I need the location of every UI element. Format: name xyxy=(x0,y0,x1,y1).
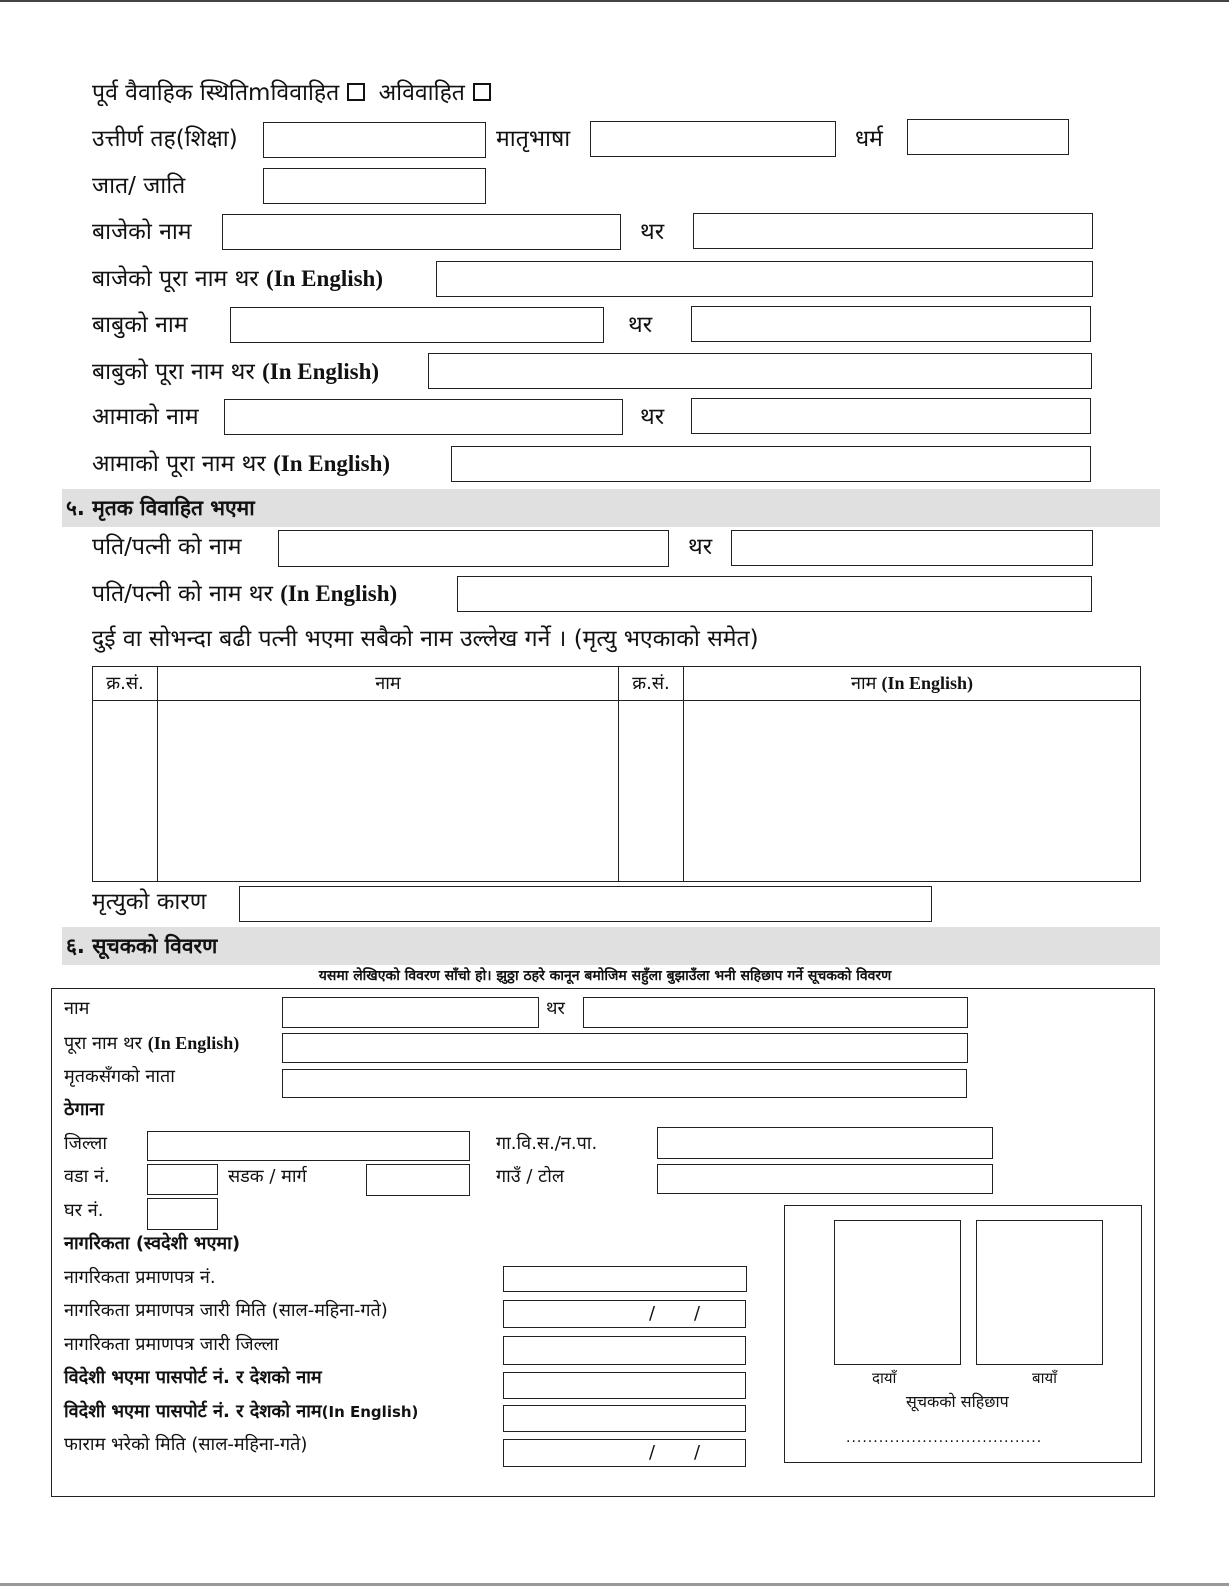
right-thumb-label: दायाँ xyxy=(872,1369,897,1387)
father-surname-field[interactable] xyxy=(691,306,1091,342)
spouse-list-table xyxy=(92,666,1141,882)
road-field[interactable] xyxy=(366,1164,470,1196)
house-field[interactable] xyxy=(147,1198,218,1230)
death-cause-label: मृत्युको कारण xyxy=(92,889,207,915)
road-label: सडक / मार्ग xyxy=(228,1166,307,1187)
citizenship-no-field[interactable] xyxy=(503,1266,747,1292)
in-english-note: (In English) xyxy=(147,1033,240,1053)
date-separator: / xyxy=(694,1303,701,1324)
spouse-full-name-row xyxy=(92,579,397,609)
relation-field[interactable] xyxy=(282,1069,967,1098)
section-5-title: ५. मृतक विवाहित भएमा xyxy=(66,496,255,520)
grandfather-surname-label: थर xyxy=(640,219,665,245)
citizenship-district-label: नागरिकता प्रमाणपत्र जारी जिल्ला xyxy=(64,1334,279,1355)
citizenship-heading: नागरिकता (स्वदेशी भएमा) xyxy=(64,1233,241,1254)
caste-label: जात/ जाति xyxy=(92,173,186,199)
passport-field[interactable] xyxy=(503,1372,746,1399)
unmarried-checkbox[interactable] xyxy=(473,83,491,101)
citizenship-date-field[interactable] xyxy=(503,1300,746,1328)
address-heading: ठेगाना xyxy=(64,1099,104,1120)
page-bottom-border xyxy=(0,1583,1229,1586)
declaration-text: यसमा लेखिएको विवरण साँचो हो। झुठ्ठा ठहरे कानून बमोजिम सहुँला बुझाउँला भनी सहिछाप गर्ने सूचकको विवरण xyxy=(318,968,892,984)
father-full-name-field[interactable] xyxy=(428,353,1092,389)
father-full-name-row xyxy=(92,357,379,387)
section-6-header xyxy=(62,927,1160,965)
passport-english-row xyxy=(64,1400,418,1424)
mother-surname-label: थर xyxy=(640,404,665,430)
religion-field[interactable] xyxy=(907,119,1069,155)
in-english-note: (In English) xyxy=(280,581,398,606)
informant-full-name-label: पूरा नाम थर xyxy=(64,1033,142,1054)
ward-label: वडा नं. xyxy=(64,1166,110,1187)
passport-english-field[interactable] xyxy=(503,1405,746,1432)
date-separator: / xyxy=(649,1303,656,1324)
grandfather-name-field[interactable] xyxy=(222,214,621,250)
date-separator: / xyxy=(694,1442,701,1463)
table-header-name: नाम xyxy=(158,667,619,701)
table-header-serial: क्र.सं. xyxy=(93,667,158,701)
in-english-note: (In English) xyxy=(262,359,380,384)
multiple-wives-note: दुई वा सोभन्दा बढी पत्नी भएमा सबैको नाम उल्लेख गर्ने । (मृत्यु भएकाको समेत) xyxy=(92,626,759,652)
education-field[interactable] xyxy=(263,122,486,158)
right-thumbprint-box[interactable] xyxy=(834,1220,961,1365)
grandfather-full-name-field[interactable] xyxy=(436,261,1093,297)
mother-full-label: आमाको पूरा नाम थर xyxy=(92,451,266,477)
vdc-field[interactable] xyxy=(657,1127,993,1159)
section-5-header xyxy=(62,489,1160,527)
unmarried-label: अविवाहित xyxy=(378,80,465,106)
house-label: घर नं. xyxy=(64,1200,104,1221)
mother-tongue-field[interactable] xyxy=(590,121,836,157)
spouse-surname-label: थर xyxy=(688,534,713,560)
married-label: विवाहित xyxy=(270,80,340,106)
informant-name-label: नाम xyxy=(64,998,90,1019)
father-surname-label: थर xyxy=(628,312,653,338)
grandfather-surname-field[interactable] xyxy=(693,213,1093,249)
section-6-title: ६. सूचकको विवरण xyxy=(66,934,218,958)
table-header-serial-2: क्र.सं. xyxy=(619,667,684,701)
in-english-note: (In English) xyxy=(321,1403,419,1421)
left-thumb-label: बायाँ xyxy=(1032,1369,1058,1387)
informant-full-name-field[interactable] xyxy=(282,1033,968,1063)
table-cell-name[interactable] xyxy=(158,701,619,882)
table-header-name-english: नाम (In English) xyxy=(684,667,1141,701)
grandfather-full-label: बाजेको पूरा नाम थर xyxy=(92,266,259,292)
spouse-surname-field[interactable] xyxy=(731,530,1093,566)
death-cause-field[interactable] xyxy=(239,886,932,922)
relation-label: मृतकसँगको नाता xyxy=(64,1066,175,1087)
page-top-border xyxy=(0,0,1229,2)
left-thumbprint-box[interactable] xyxy=(976,1220,1103,1365)
passport-english-label: विदेशी भएमा पासपोर्ट नं. र देशको नाम xyxy=(64,1401,322,1422)
marital-status-row xyxy=(92,78,497,108)
table-cell-serial[interactable] xyxy=(93,701,158,882)
informant-name-field[interactable] xyxy=(282,997,539,1028)
village-field[interactable] xyxy=(657,1164,993,1194)
religion-label: धर्म xyxy=(855,126,883,152)
table-cell-serial-2[interactable] xyxy=(619,701,684,882)
passport-label: विदेशी भएमा पासपोर्ट नं. र देशको नाम xyxy=(64,1367,322,1388)
married-checkbox[interactable] xyxy=(347,83,365,101)
citizenship-no-label: नागरिकता प्रमाणपत्र नं. xyxy=(64,1267,216,1288)
village-label: गाउँ / टोल xyxy=(496,1166,565,1187)
date-separator: / xyxy=(649,1442,656,1463)
mother-full-name-row xyxy=(92,449,390,479)
thumbprint-caption: सूचकको सहिछाप xyxy=(906,1392,1009,1411)
in-english-note: (In English) xyxy=(266,266,383,291)
table-cell-name-english[interactable] xyxy=(684,701,1141,882)
mother-name-field[interactable] xyxy=(224,399,623,435)
informant-surname-label: थर xyxy=(546,998,565,1019)
marital-status-label: पूर्व वैवाहिक स्थितिm xyxy=(92,80,271,106)
signature-line: .................................... xyxy=(846,1430,1043,1446)
grandfather-name-label: बाजेको नाम xyxy=(92,219,192,245)
father-name-field[interactable] xyxy=(230,307,604,343)
district-label: जिल्ला xyxy=(64,1133,108,1154)
district-field[interactable] xyxy=(147,1131,470,1161)
mother-name-label: आमाको नाम xyxy=(92,404,199,430)
citizenship-date-label: नागरिकता प्रमाणपत्र जारी मिति (साल-महिना-गते) xyxy=(64,1300,388,1321)
spouse-name-field[interactable] xyxy=(278,530,669,567)
mother-full-name-field[interactable] xyxy=(451,446,1091,482)
father-name-label: बाबुको नाम xyxy=(92,312,188,338)
mother-tongue-label: मातृभाषा xyxy=(496,126,571,152)
mother-surname-field[interactable] xyxy=(691,398,1091,434)
spouse-full-name-field[interactable] xyxy=(457,576,1092,612)
form-date-label: फाराम भरेको मिति (साल-महिना-गते) xyxy=(64,1434,308,1455)
informant-surname-field[interactable] xyxy=(583,997,968,1028)
vdc-label: गा.वि.स./न.पा. xyxy=(496,1133,598,1154)
spouse-name-label: पति/पत्नी को नाम xyxy=(92,534,242,560)
education-label: उत्तीर्ण तह(शिक्षा) xyxy=(92,126,238,152)
informant-full-name-row xyxy=(64,1031,239,1056)
caste-field[interactable] xyxy=(263,168,486,204)
spouse-full-label: पति/पत्नी को नाम थर xyxy=(92,581,273,607)
grandfather-full-name-row xyxy=(92,264,383,294)
in-english-note: (In English) xyxy=(273,451,391,476)
citizenship-district-field[interactable] xyxy=(503,1336,746,1365)
ward-field[interactable] xyxy=(147,1164,218,1195)
form-date-field[interactable] xyxy=(503,1439,746,1467)
father-full-label: बाबुको पूरा नाम थर xyxy=(92,359,255,385)
